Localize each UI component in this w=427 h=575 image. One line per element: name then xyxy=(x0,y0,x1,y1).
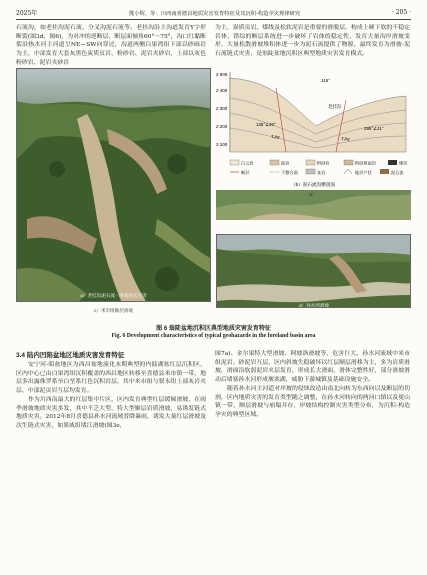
aerial-photo-a-image xyxy=(17,69,211,302)
stream-label: 老挂沟 xyxy=(328,104,342,109)
paragraph-left-2: 作为川西南最大的红层集中片区，区内发育典型红层缓倾滑坡，在雨季滑坡地质灾害多发，其中不乏大型、特大型顺层岩质滑坡，易诱发链式地质灾害。2012年8月喜德县孙水河流域普降暴雨，诱发大量红层滑坡及次生链式灾害，如果威组堵江滑坡(图3e， xyxy=(16,396,206,429)
y-tick-2200: 2 200 xyxy=(216,124,228,129)
legend-swatch-3 xyxy=(306,160,315,165)
figure-caption-zh: 图 6 翁陡盆地沉积区典型地质灾害发育特征 xyxy=(156,326,271,332)
figure-6 xyxy=(16,68,411,345)
angle-label-top: 115° xyxy=(321,78,331,83)
legend-swatch-4 xyxy=(344,160,353,165)
legend-label-1: 白云岩 xyxy=(241,160,254,166)
page-header xyxy=(16,8,411,20)
y-tick-2300: 2 300 xyxy=(216,106,228,111)
legend-label-8: 灰岩 xyxy=(317,170,326,175)
body-text-left-top: 石流沟，如老挂沟泥石流、分叉沟泥石流等。老挂沟沿主沟道发育Y字形断裂(图3d，图6)，为对冲的逆断层，断层面倾角60°～75°，沟口红黏断裂沿热水河主河道呈NE—SW向穿过，沟道两侧白果湾组下部以砂砾岩为主，中部发育大套灰黑色炭质页岩、粉砂岩、泥岩夹砂岩，上部以灰色粉砂岩、泥岩夹砂岩 xyxy=(16,25,206,66)
photo-a-caption: a）老挂沟泥石流 - 滑坡链式灾害 xyxy=(80,293,147,298)
legend-swatch-5 xyxy=(388,160,397,165)
header-title: 熊小辉，等：川西南喜德县地质灾害发育特征及其沉积-构造孕灾规律研究 xyxy=(128,10,301,17)
header-page: · 205 · xyxy=(391,9,411,16)
legend-swatch-1 xyxy=(230,160,239,165)
body-text-right-bottom xyxy=(215,350,410,420)
y-tick-2100: 2 100 xyxy=(216,142,228,147)
legend-label-10: 泥石流 xyxy=(391,170,404,175)
photo-d-image xyxy=(217,235,411,308)
cross-section-diagram xyxy=(216,68,411,220)
paragraph-left-1: 安宁河-昭盆地区为西昌盆地演化末期典型的内陆湖盆红层沉积区，区内中心已由白果湾组沉积覆盖的西昌地区转移至喜德县米市镇一带，地层多出露侏罗系至白垩系红色沉积岩层，其中米市组与叙永组上部灰岩夹层、中部泥页岩互层均发育。 xyxy=(16,362,206,395)
legend-label-6: 断层 xyxy=(241,170,250,175)
y-tick-2500: 2 500 xyxy=(216,72,228,77)
photo-c-caption: c）米市组顺层滑坡 xyxy=(93,308,134,313)
angle-label-left: 135°∠40° xyxy=(256,122,276,127)
stratum-label-left: T₃bg xyxy=(271,134,280,139)
legend-label-4: 粉砂质泥岩 xyxy=(355,160,376,166)
legend-label-5: 煤层 xyxy=(399,160,408,166)
paragraph-right-2: 随着孙水河主河道对岸坡的侵蚀改造由南北向转为东西向以及断层的切割，区内地质灾害的发育类型随之调整，在孙水河转向的两河口镇以及冕山镇一带，顺层滑坡与崩塌并存，岸坡结构控制灾害类型分布，为沉积-构造孕灾的典型区域。 xyxy=(215,385,410,418)
legend-label-2: 泥岩 xyxy=(281,160,290,166)
photo-b-label: b） xyxy=(309,192,317,197)
body-text-left-bottom xyxy=(16,361,206,431)
y-tick-2400: 2 400 xyxy=(216,88,228,93)
stratum-label-right: T₃bg xyxy=(341,136,350,141)
paragraph-right-1: 图7a)、金尔果特大型滑坡、阿坡洛滑坡等，危害巨大。孙水河流域中米市组泥岩、砂泥岩互层，区内斜坡失稳破坏以红层顺层滑移为主，多为岩质滑坡，滑面沿软弱泥岩夹层发育，形成长大滑面，滑体完整性好，部分滑坡滑动后堵塞孙水河形成堰塞湖，威胁下游城镇及基础设施安全。 xyxy=(215,351,410,384)
angle-label-right: 295°∠31° xyxy=(364,126,384,131)
legend-label-7: 不整合面 xyxy=(281,170,298,175)
legend-swatch-2 xyxy=(270,160,279,165)
legend-swatch-8 xyxy=(306,169,315,174)
aerial-photo-debris-flow xyxy=(16,68,211,302)
legend-swatch-10 xyxy=(380,169,389,174)
section-heading: 3.4 陆内凹陷盆地区地质灾害发育特征 xyxy=(16,352,125,359)
photo-river-landslide xyxy=(216,234,411,308)
figure-caption-en: Fig. 6 Development characteristics of typical geohazards in the foreland basin area xyxy=(111,333,316,339)
photo-d-caption: d）孙水河滑坡 xyxy=(298,303,330,308)
header-year: 2025年 xyxy=(16,10,38,17)
legend-label-3: 粉砂岩 xyxy=(317,160,330,166)
body-text-right-top: 为主，炭质页岩、煤线及松软泥岩是重要的滑脱层，构成上硬下软的不稳定岩体，错综的断层系统进一步破坏了岩体的稳定性，发育大量沟岸滑坡变形，大量松散滑坡堆积体进一步为泥石流提供了物源，最终发育为滑坡-泥石流链式灾害，是翁陡盆地沉积区典型地质灾害发育模式。 xyxy=(215,25,410,58)
legend-label-9: 地层产状 xyxy=(355,170,372,175)
diagram-caption: （b）泥石流沟横剖面 xyxy=(291,182,335,187)
cross-section-svg xyxy=(216,68,411,220)
